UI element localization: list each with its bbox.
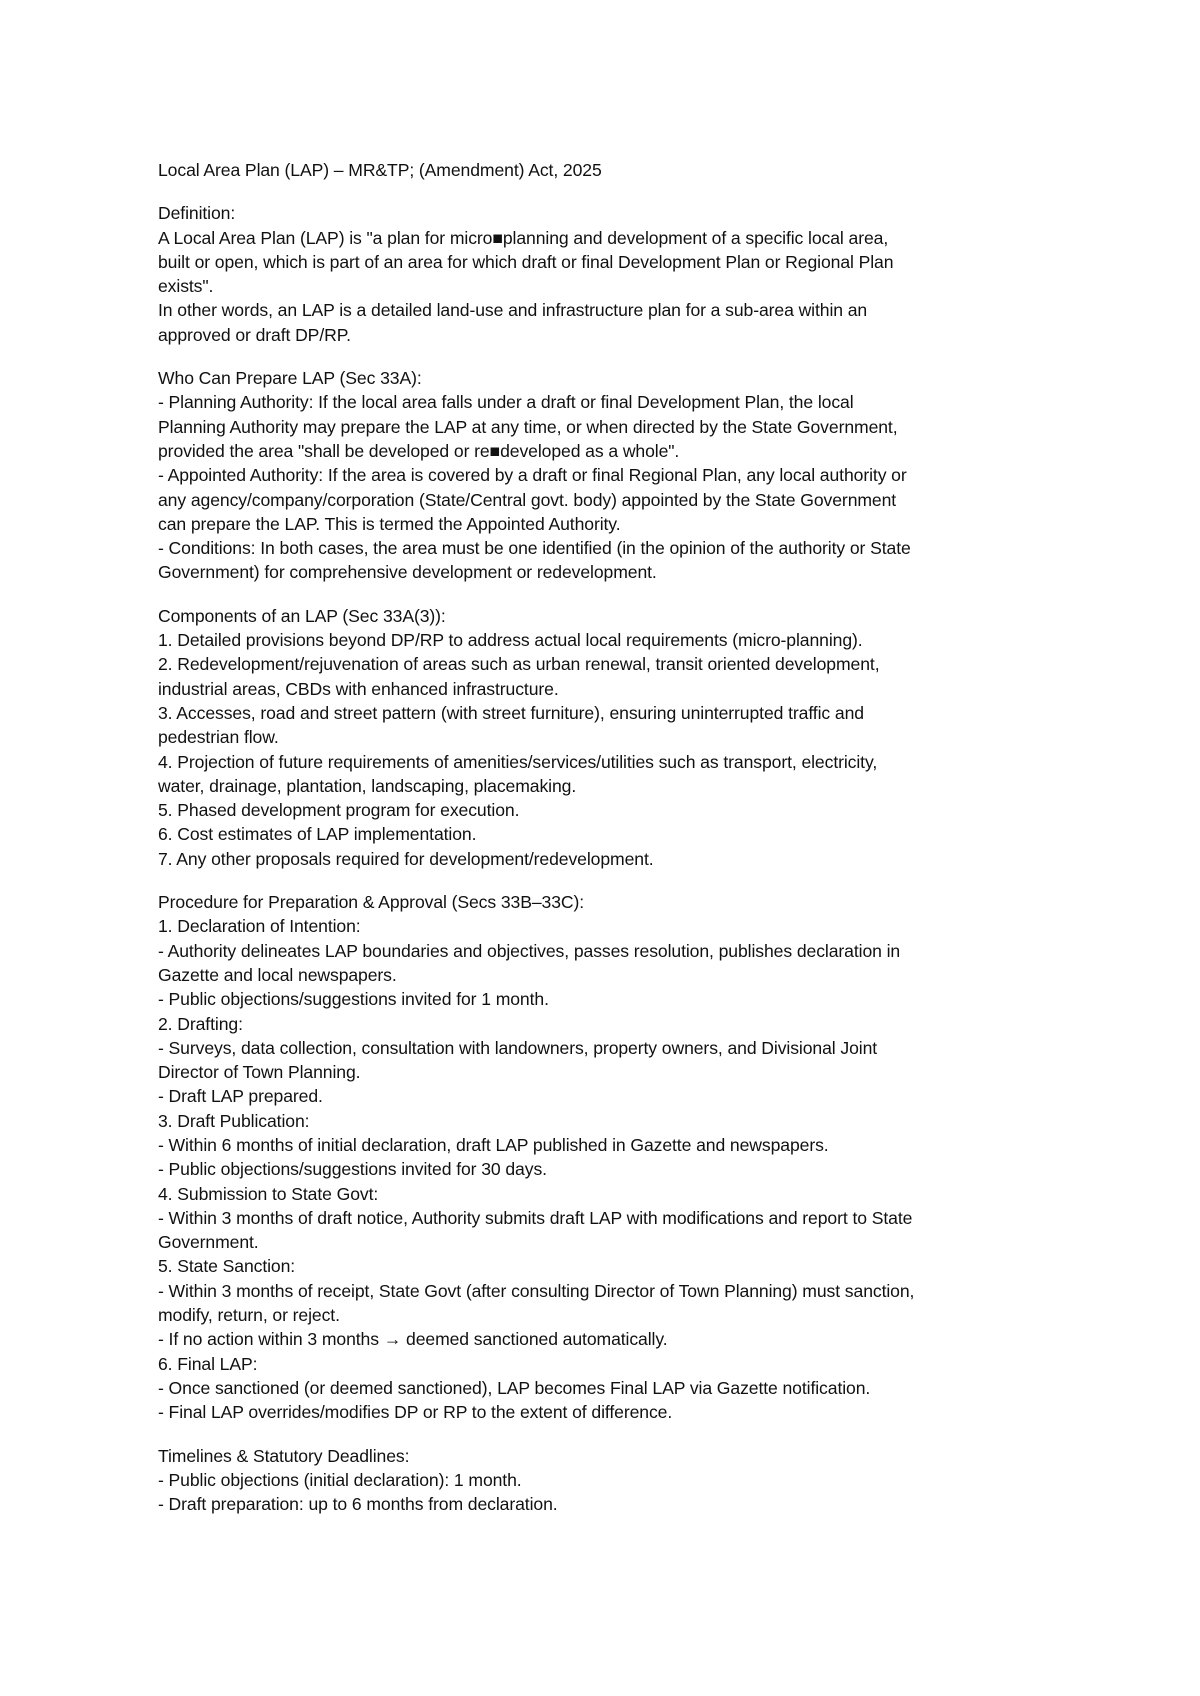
section-heading: Who Can Prepare LAP (Sec 33A): xyxy=(158,368,422,389)
paragraph-line: - Within 3 months of receipt, State Govt (after consulting Director of Town Planning) must sanction, xyxy=(158,1280,915,1301)
paragraph-line: - Planning Authority: If the local area falls under a draft or final Development Plan, the local xyxy=(158,392,854,413)
paragraph-line: - Conditions: In both cases, the area must be one identified (in the opinion of the authority or State xyxy=(158,538,911,559)
paragraph-line: 5. Phased development program for execution. xyxy=(158,800,520,821)
paragraph-line: exists". xyxy=(158,276,214,297)
paragraph-line: any agency/company/corporation (State/Central govt. body) appointed by the State Government xyxy=(158,489,897,510)
paragraph-line: 7. Any other proposals required for development/redevelopment. xyxy=(158,848,654,869)
paragraph-line: 1. Detailed provisions beyond DP/RP to address actual local requirements (micro-planning). xyxy=(158,630,863,651)
section-gap xyxy=(158,347,1058,366)
paragraph-line: 3. Draft Publication: xyxy=(158,1110,310,1131)
paragraph-line: - Surveys, data collection, consultation with landowners, property owners, and Divisional Joint xyxy=(158,1037,878,1058)
section-definition xyxy=(158,201,1058,347)
paragraph-line: - Public objections (initial declaration): 1 month. xyxy=(158,1469,522,1490)
section-gap xyxy=(158,585,1058,604)
paragraph-line: industrial areas, CBDs with enhanced infrastructure. xyxy=(158,678,559,699)
paragraph-line: Gazette and local newspapers. xyxy=(158,964,397,985)
paragraph-line: Director of Town Planning. xyxy=(158,1062,361,1083)
section-timelines xyxy=(158,1444,1058,1517)
paragraph-line: 5. State Sanction: xyxy=(158,1256,296,1277)
paragraph-line: - If no action within 3 months → deemed sanctioned automatically. xyxy=(158,1329,668,1350)
paragraph-line: - Public objections/suggestions invited for 30 days. xyxy=(158,1159,547,1180)
paragraph-line: pedestrian flow. xyxy=(158,727,279,748)
section-gap xyxy=(158,1425,1058,1444)
paragraph-line: approved or draft DP/RP. xyxy=(158,324,351,345)
section-who-can-prepare xyxy=(158,366,1058,585)
section-heading: Timelines & Statutory Deadlines: xyxy=(158,1445,410,1466)
paragraph-line: - Draft LAP prepared. xyxy=(158,1086,323,1107)
document-title: Local Area Plan (LAP) – MR&TP; (Amendment) Act, 2025 xyxy=(158,160,602,180)
paragraph-line: - Appointed Authority: If the area is covered by a draft or final Regional Plan, any local authority or xyxy=(158,465,907,486)
paragraph-line: 2. Redevelopment/rejuvenation of areas such as urban renewal, transit oriented development, xyxy=(158,654,880,675)
paragraph-line: built or open, which is part of an area for which draft or final Development Plan or Regional Plan xyxy=(158,251,894,272)
paragraph-line: In other words, an LAP is a detailed land-use and infrastructure plan for a sub-area within an xyxy=(158,300,868,321)
paragraph-line: A Local Area Plan (LAP) is "a plan for micro■planning and development of a specific local area, xyxy=(158,227,889,248)
paragraph-line: Government. xyxy=(158,1232,259,1253)
paragraph-line: Planning Authority may prepare the LAP at any time, or when directed by the State Government, xyxy=(158,416,898,437)
paragraph-line: - Within 6 months of initial declaration, draft LAP published in Gazette and newspapers. xyxy=(158,1134,829,1155)
paragraph-line: - Public objections/suggestions invited for 1 month. xyxy=(158,989,549,1010)
section-heading: Procedure for Preparation & Approval (Secs 33B–33C): xyxy=(158,892,585,913)
section-gap xyxy=(158,182,1058,201)
section-heading: Definition: xyxy=(158,203,236,224)
paragraph-line: - Draft preparation: up to 6 months from declaration. xyxy=(158,1494,558,1515)
paragraph-line: Government) for comprehensive development or redevelopment. xyxy=(158,562,657,583)
paragraph-line: water, drainage, plantation, landscaping, placemaking. xyxy=(158,775,577,796)
section-gap xyxy=(158,871,1058,890)
section-procedure xyxy=(158,890,1058,1425)
paragraph-line: 4. Projection of future requirements of amenities/services/utilities such as transport, electricity, xyxy=(158,751,878,772)
section-components xyxy=(158,604,1058,871)
paragraph-line: 6. Cost estimates of LAP implementation. xyxy=(158,824,477,845)
paragraph-line: 4. Submission to State Govt: xyxy=(158,1183,379,1204)
paragraph-line: - Authority delineates LAP boundaries and objectives, passes resolution, publishes declaration in xyxy=(158,940,901,961)
paragraph-line: 3. Accesses, road and street pattern (with street furniture), ensuring uninterrupted traffic and xyxy=(158,702,864,723)
paragraph-line: can prepare the LAP. This is termed the Appointed Authority. xyxy=(158,513,621,534)
paragraph-line: modify, return, or reject. xyxy=(158,1305,340,1326)
section-heading: Components of an LAP (Sec 33A(3)): xyxy=(158,605,446,626)
paragraph-line: - Once sanctioned (or deemed sanctioned), LAP becomes Final LAP via Gazette notification. xyxy=(158,1377,871,1398)
document-page xyxy=(158,158,1058,1516)
paragraph-line: - Within 3 months of draft notice, Authority submits draft LAP with modifications and report to State xyxy=(158,1207,913,1228)
paragraph-line: 1. Declaration of Intention: xyxy=(158,916,361,937)
paragraph-line: provided the area "shall be developed or re■developed as a whole". xyxy=(158,440,680,461)
paragraph-line: - Final LAP overrides/modifies DP or RP to the extent of difference. xyxy=(158,1402,673,1423)
paragraph-line: 6. Final LAP: xyxy=(158,1353,258,1374)
paragraph-line: 2. Drafting: xyxy=(158,1013,243,1034)
